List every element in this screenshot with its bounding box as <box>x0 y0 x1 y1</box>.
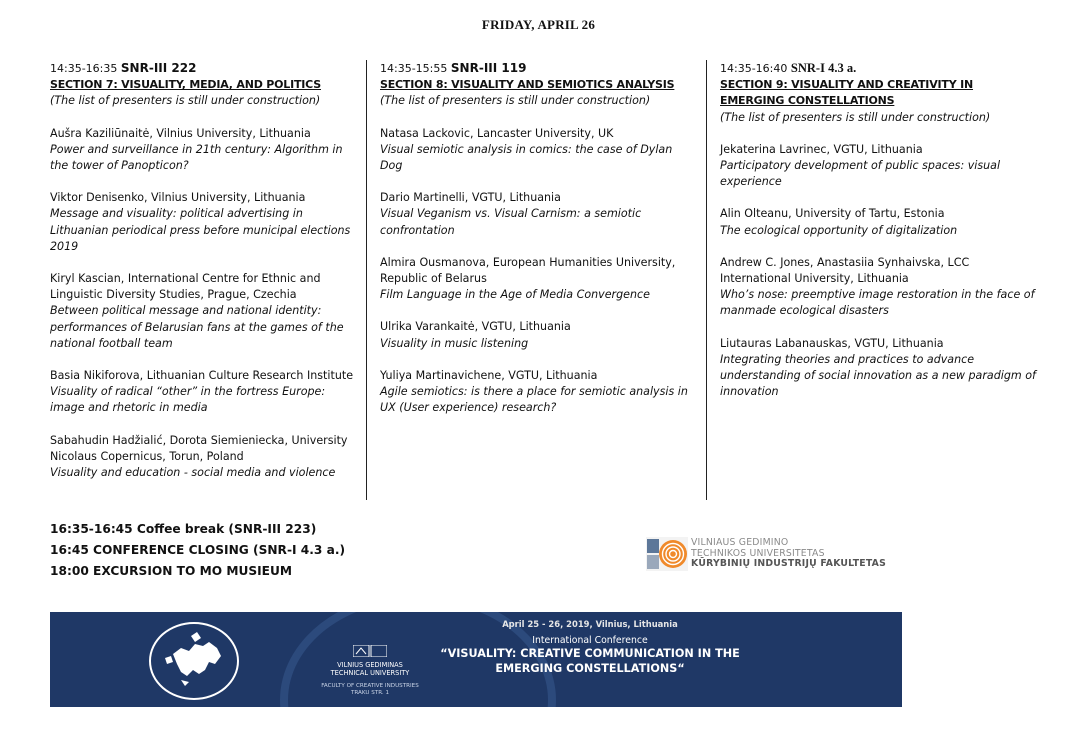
presenter-author: Ulrika Varankaitė, VGTU, Lithuania <box>380 320 571 334</box>
section-note: (The list of presenters is still under construction) <box>50 94 321 108</box>
excursion-line: 18:00 EXCURSION TO MO MUSIEUM <box>50 564 292 578</box>
presenter-author: Almira Ousmanova, European Humanities University, Republic of Belarus <box>380 255 676 286</box>
presenter-entry <box>720 142 1040 191</box>
conference-closing-line: 16:45 CONFERENCE CLOSING (SNR-I 4.3 a.) <box>50 543 346 557</box>
section-header <box>50 60 360 77</box>
presenter-entry <box>380 319 695 351</box>
presentation-title: Agile semiotics: is there a place for semiotic analysis in UX (User experience) research? <box>380 385 688 415</box>
section-time: 14:35-16:40 <box>720 62 788 75</box>
presentation-title: Visuality and education - social media and violence <box>50 466 336 480</box>
coffee-break-line: 16:35-16:45 Coffee break (SNR-III 223) <box>50 522 317 536</box>
section-header <box>380 60 695 77</box>
section-title: SECTION 9: VISUALITY AND CREATIVITY IN EMERGING CONSTELLATIONS <box>720 78 974 108</box>
presentation-title: Visuality in music listening <box>380 336 529 350</box>
presenter-entry <box>50 368 360 417</box>
section-7-column <box>50 60 360 497</box>
conference-banner <box>50 612 902 707</box>
faculty-address: TRAKU STR. 1 <box>350 690 390 696</box>
conference-label: International Conference <box>532 635 648 646</box>
presenter-author: Aušra Kaziliūnaitė, Vilnius University, Lithuania <box>50 126 311 140</box>
conference-dates: April 25 - 26, 2019, Vilnius, Lithuania <box>502 619 678 629</box>
presenter-author: Sabahudin Hadžialić, Dorota Siemieniecka, University Nicolaus Copernicus, Torun, Poland <box>50 433 348 463</box>
section-9-column <box>720 60 1040 416</box>
section-room: SNR-I 4.3 a. <box>790 61 857 75</box>
presenter-entry <box>50 126 360 175</box>
column-divider <box>366 60 367 500</box>
conference-title-line-1: “VISUALITY: CREATIVE COMMUNICATION IN THE <box>440 647 740 660</box>
logo-line-3: KŪRYBINIŲ INDUSTRIJŲ FAKULTETAS <box>691 558 886 569</box>
university-name-line-1: VILNIUS GEDIMINAS <box>337 661 403 669</box>
section-title: SECTION 8: VISUALITY AND SEMIOTICS ANALYSIS <box>380 78 675 92</box>
faculty-emblem-icon <box>646 537 688 571</box>
presenter-entry <box>720 206 1040 238</box>
banner-text <box>430 619 750 676</box>
presenter-entry <box>380 126 695 175</box>
column-divider <box>706 60 707 500</box>
presentation-title: Between political message and national identity: performances of Belarusian fans at the games of the national football team <box>50 304 344 350</box>
presenter-author: Andrew C. Jones, Anastasiia Synhaivska, LCC International University, Lithuania <box>720 255 970 286</box>
section-room: SNR-III 119 <box>450 61 527 75</box>
section-time: 14:35-16:35 <box>50 62 118 75</box>
presenter-entry <box>380 255 695 304</box>
faculty-name: FACULTY OF CREATIVE INDUSTRIES <box>321 683 419 689</box>
day-title: FRIDAY, APRIL 26 <box>481 17 596 32</box>
presenter-author: Alin Olteanu, University of Tartu, Estonia <box>720 207 945 221</box>
faculty-logo <box>646 537 886 571</box>
vgtu-logo-icon <box>353 645 387 657</box>
section-room: SNR-III 222 <box>120 61 197 75</box>
conference-title-line-2: EMERGING CONSTELLATIONS“ <box>495 662 685 675</box>
presentation-title: Power and surveillance in 21th century: Algorithm in the tower of Panopticon? <box>50 142 343 173</box>
presenter-entry <box>380 190 695 239</box>
presenter-author: Dario Martinelli, VGTU, Lithuania <box>380 191 561 205</box>
presenter-author: Basia Nikiforova, Lithuanian Culture Research Institute <box>50 369 354 383</box>
presentation-title: Integrating theories and practices to advance understanding of social innovation as a new paradigm of innovation <box>720 352 1036 399</box>
presenter-entry <box>380 368 695 417</box>
closing-schedule <box>50 519 345 582</box>
presenter-entry <box>50 433 360 482</box>
presenter-author: Yuliya Martinavichene, VGTU, Lithuania <box>380 368 598 382</box>
presenter-author: Natasa Lackovic, Lancaster University, UK <box>380 126 614 140</box>
presenter-author: Kiryl Kascian, International Centre for Ethnic and Linguistic Diversity Studies, Prague, Czechia <box>50 272 321 302</box>
presenter-entry <box>720 336 1040 401</box>
presentation-title: The ecological opportunity of digitalization <box>720 223 958 237</box>
faculty-logo-text <box>691 538 886 570</box>
logo-line-2: TECHNIKOS UNIVERSITETAS <box>691 547 825 559</box>
section-note: (The list of presenters is still under construction) <box>720 110 991 124</box>
university-name-line-2: TECHNICAL UNIVERSITY <box>330 669 410 677</box>
presentation-title: Message and visuality: political advertising in Lithuanian periodical press before municipal elections 2019 <box>50 207 351 253</box>
presenter-entry <box>720 255 1040 320</box>
section-note: (The list of presenters is still under construction) <box>380 94 651 108</box>
section-8-column <box>380 60 695 432</box>
presentation-title: Film Language in the Age of Media Convergence <box>380 288 650 302</box>
presenter-entry <box>50 190 360 255</box>
presenter-author: Liutauras Labanauskas, VGTU, Lithuania <box>720 336 944 350</box>
section-title: SECTION 7: VISUALITY, MEDIA, AND POLITICS <box>50 78 321 92</box>
presentation-title: Visuality of radical “other” in the fortress Europe: image and rhetoric in media <box>50 385 326 415</box>
presentation-title: Visual semiotic analysis in comics: the case of Dylan Dog <box>380 142 673 173</box>
presentation-title: Participatory development of public spaces: visual experience <box>720 159 1001 189</box>
presenter-author: Jekaterina Lavrinec, VGTU, Lithuania <box>720 142 923 156</box>
presenter-author: Viktor Denisenko, Vilnius University, Lithuania <box>50 191 306 205</box>
presenter-entry <box>50 271 360 352</box>
europe-map-icon <box>149 622 239 700</box>
logo-line-1: VILNIAUS GEDIMINO <box>691 537 789 548</box>
presentation-title: Who’s nose: preemptive image restoration in the face of manmade ecological disasters <box>720 288 1035 318</box>
section-header <box>720 60 1040 77</box>
presentation-title: Visual Veganism vs. Visual Carnism: a semiotic confrontation <box>380 207 642 237</box>
section-time: 14:35-15:55 <box>380 62 448 75</box>
